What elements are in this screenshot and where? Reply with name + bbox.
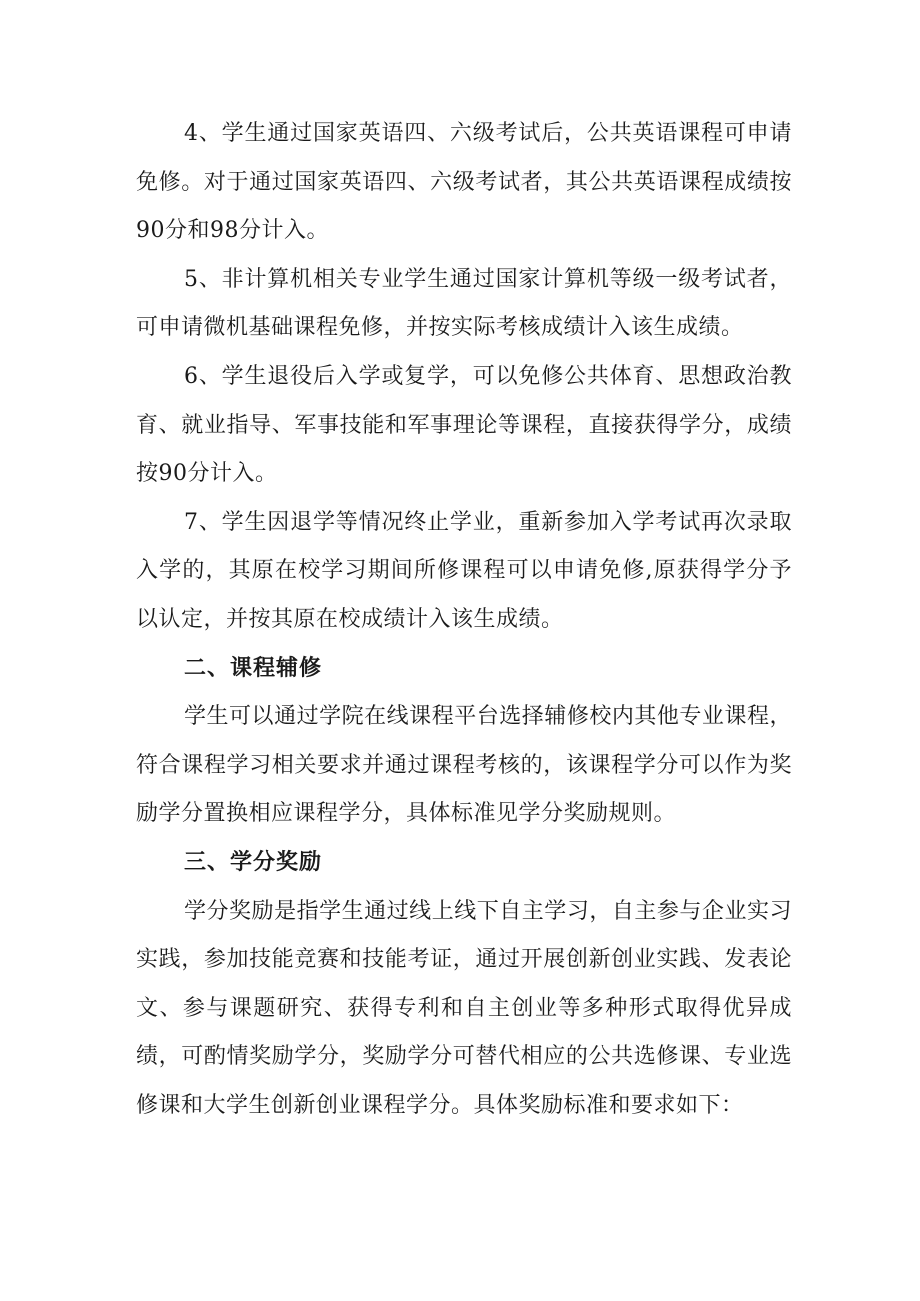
- paragraph-veteran-exemption: 6、学生退役后入学或复学，可以免修公共体育、思想政治教育、就业指导、军事技能和军事理论等课程，直接获得学分，成绩按90分计入。: [136, 363, 792, 487]
- paragraph-credit-rewards: 学分奖励是指学生通过线上线下自主学习，自主参与企业实习实践，参加技能竞赛和技能考证，通过开展创新创业实践、发表论文、参与课题研究、获得专利和自主创业等多种形式取得优异成绩，可酌情奖励学分，奖励学分可替代相应的公共选修课、专业选修课和大学生创新创业课程学分。具体奖励标准和要求如下：: [136, 898, 792, 1118]
- paragraph-minor-courses: 学生可以通过学院在线课程平台选择辅修校内其他专业课程，符合课程学习相关要求并通过课程考核的，该课程学分可以作为奖励学分置换相应课程学分，具体标准见学分奖励规则。: [136, 704, 792, 827]
- section-heading-minor-courses: 二、课程辅修: [184, 655, 323, 681]
- section-heading-credit-rewards: 三、学分奖励: [184, 849, 323, 875]
- paragraph-english-exemption: 4、学生通过国家英语四、六级考试后，公共英语课程可申请免修。对于通过国家英语四、六级考试者，其公共英语课程成绩按90分和98分计入。: [136, 121, 792, 244]
- paragraph-computer-exemption: 5、非计算机相关专业学生通过国家计算机等级一级考试者，可申请微机基础课程免修，并按实际考核成绩计入该生成绩。: [136, 266, 792, 341]
- document-page: [136, 110, 792, 1130]
- paragraph-readmission-exemption: 7、学生因退学等情况终止学业，重新参加入学考试再次录取入学的，其原在校学习期间所修课程可以申请免修,原获得学分予以认定，并按其原在校成绩计入该生成绩。: [136, 509, 792, 632]
